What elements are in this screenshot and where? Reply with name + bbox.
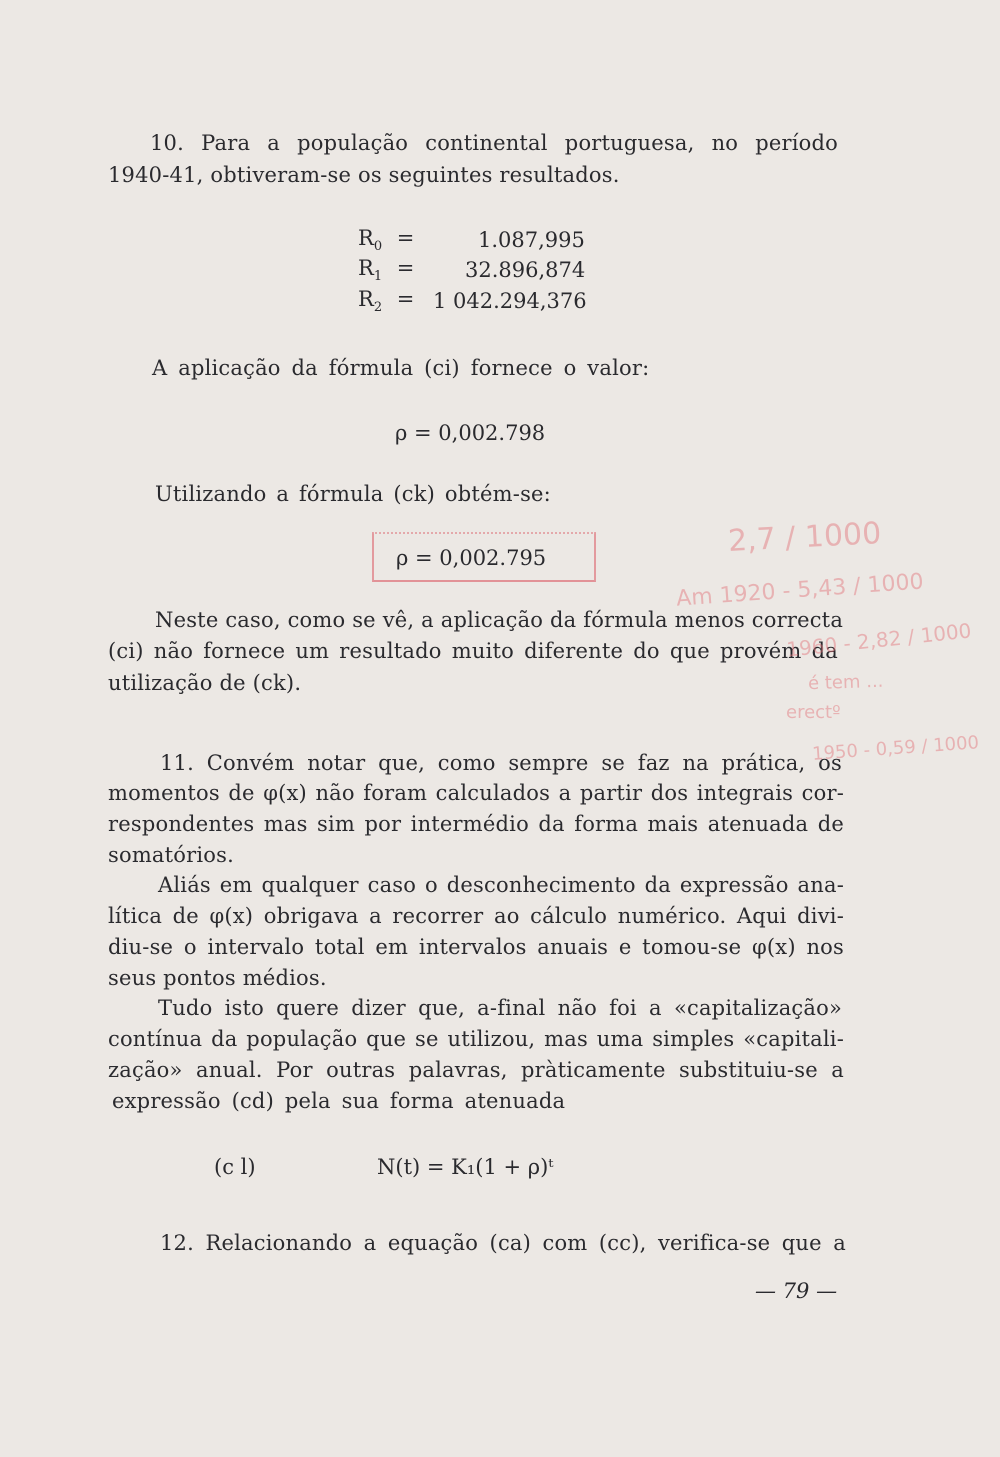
result-symbol: R: [358, 287, 374, 311]
s11-p1-line-1: [160, 748, 842, 778]
result-row-0: [358, 226, 414, 254]
handwritten-note-5: erectº: [786, 702, 841, 723]
s11-p1-text-3: respondentes mas sim por intermédio da forma mais atenuada de: [108, 812, 844, 836]
result-subscript: 1: [373, 269, 383, 285]
s11-p1-text-1: 11. Convém notar que, como sempre se faz na prática, os: [160, 751, 842, 775]
s11-p2-text-1: Aliás em qualquer caso o desconhecimento da expressão ana-: [158, 873, 844, 897]
rho-ck-value: ρ = 0,002.795: [396, 546, 547, 570]
section-12-line-1: [160, 1228, 846, 1258]
equation-label: (c l): [214, 1155, 256, 1179]
s11-p1-line-2: [108, 778, 844, 808]
handwritten-note-6: 1950 - 0,59 / 1000: [811, 732, 980, 765]
result-value-0: 1.087,995: [478, 228, 585, 252]
section-number: 10.: [150, 131, 184, 155]
s11-p1-text-2: momentos de φ(x) não foram calculados a partir dos integrais cor-: [108, 781, 844, 805]
s11-p2-line-1: [158, 870, 844, 900]
handwritten-note-1: 2,7 / 1000: [727, 516, 883, 559]
s11-p3-line-2: [108, 1024, 844, 1054]
section-10-line-2: 1940-41, obtiveram-se os seguintes resultados.: [108, 163, 620, 187]
result-value-1: 32.896,874: [465, 258, 586, 282]
s11-p3-line-3: [108, 1055, 844, 1085]
conclusion-line-3: utilização de (ck).: [108, 671, 302, 695]
equals-sign: =: [396, 256, 415, 280]
s11-p2-text-2: lítica de φ(x) obrigava a recorrer ao cálculo numérico. Aqui divi-: [108, 904, 844, 928]
s11-p2-text-3: diu-se o intervalo total em intervalos anuais e tomou-se φ(x) nos: [108, 935, 844, 959]
section-12-text: 12. Relacionando a equação (ca) com (cc), verifica-se que a: [160, 1231, 846, 1255]
conclusion-line-2: [108, 636, 838, 666]
s11-p3-line-4: expressão (cd) pela sua forma atenuada: [112, 1089, 566, 1113]
s11-p3-line-1: [158, 993, 842, 1023]
handwritten-note-3: 1960 - 2,82 / 1000: [785, 618, 973, 662]
equation-body: N(t) = K₁(1 + ρ)ᵗ: [377, 1155, 554, 1179]
s11-p2-line-2: [108, 901, 844, 931]
s11-p2-line-3: [108, 932, 844, 962]
s11-p3-text-2: contínua da população que se utilizou, mas uma simples «capitali-: [108, 1027, 844, 1051]
result-symbol: R: [358, 226, 374, 250]
conclusion-text-1: Neste caso, como se vê, a aplicação da fórmula menos correcta: [155, 608, 844, 632]
result-symbol: R: [358, 256, 374, 280]
result-subscript: 2: [373, 300, 383, 316]
result-subscript: 0: [373, 239, 383, 255]
conclusion-line-1: [155, 605, 844, 635]
formula-ck-intro: Utilizando a fórmula (ck) obtém-se:: [155, 482, 551, 506]
section-10-line-1: [150, 128, 838, 158]
section-10-text: Para a população continental portuguesa, no período: [201, 131, 838, 155]
handwritten-note-4: é tem ...: [807, 670, 884, 695]
result-value-2: 1 042.294,376: [433, 289, 587, 313]
result-row-1: [358, 256, 414, 284]
rho-ci-value: ρ = 0,002.798: [395, 421, 546, 445]
s11-p2-line-4: seus pontos médios.: [108, 966, 327, 990]
handwritten-note-2: Am 1920 - 5,43 / 1000: [675, 569, 925, 612]
equals-sign: =: [396, 287, 415, 311]
s11-p3-text-1: Tudo isto quere dizer que, a-final não foi a «capitalização»: [158, 996, 842, 1020]
equals-sign: =: [396, 226, 415, 250]
s11-p3-text-3: zação» anual. Por outras palavras, pràticamente substituiu-se a: [108, 1058, 844, 1082]
s11-p1-line-4: somatórios.: [108, 843, 234, 867]
formula-ci-intro: A aplicação da fórmula (ci) fornece o valor:: [152, 356, 650, 380]
s11-p1-line-3: [108, 809, 844, 839]
conclusion-text-2: (ci) não fornece um resultado muito diferente do que provém da: [108, 639, 838, 663]
result-row-2: [358, 287, 414, 315]
page-number: — 79 —: [755, 1279, 838, 1303]
